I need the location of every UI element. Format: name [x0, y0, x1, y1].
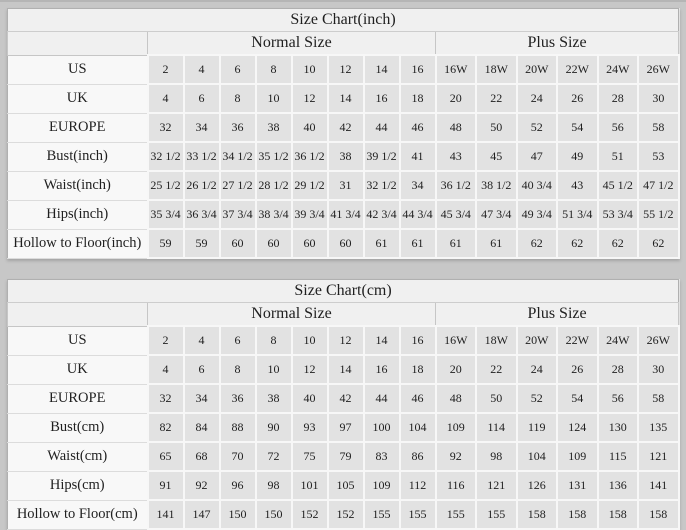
table-row-uk: [8, 355, 679, 384]
size-value-cell: 58: [638, 113, 679, 142]
size-value-cell: 60: [292, 229, 328, 258]
size-value-cell: 56: [598, 384, 639, 413]
size-value-cell: 58: [638, 384, 679, 413]
size-value-cell: 34: [184, 384, 220, 413]
normal-size-header: Normal Size: [148, 32, 436, 56]
size-value-cell: 8: [256, 326, 292, 355]
size-value-cell: 20: [436, 355, 477, 384]
size-value-cell: 62: [638, 229, 679, 258]
size-value-cell: 97: [328, 413, 364, 442]
size-value-cell: 82: [148, 413, 184, 442]
size-value-cell: 105: [328, 471, 364, 500]
size-value-cell: 84: [184, 413, 220, 442]
size-value-cell: 38: [256, 113, 292, 142]
corner-cell: [8, 32, 148, 56]
table-row-hollow-to-floor-inch: [8, 229, 679, 258]
size-value-cell: 61: [436, 229, 477, 258]
size-value-cell: 101: [292, 471, 328, 500]
size-value-cell: 40 3/4: [517, 171, 558, 200]
size-value-cell: 10: [256, 84, 292, 113]
plus-size-header: Plus Size: [436, 32, 679, 56]
size-value-cell: 6: [220, 326, 256, 355]
size-value-cell: 25 1/2: [148, 171, 184, 200]
size-value-cell: 152: [292, 500, 328, 529]
size-value-cell: 158: [598, 500, 639, 529]
size-value-cell: 126: [517, 471, 558, 500]
size-value-cell: 20: [436, 84, 477, 113]
size-value-cell: 150: [220, 500, 256, 529]
table-row-hips-inch: [8, 200, 679, 229]
size-value-cell: 155: [364, 500, 400, 529]
size-value-cell: 104: [400, 413, 436, 442]
size-value-cell: 22W: [557, 55, 598, 84]
size-value-cell: 115: [598, 442, 639, 471]
size-value-cell: 54: [557, 113, 598, 142]
size-value-cell: 150: [256, 500, 292, 529]
size-value-cell: 16W: [436, 55, 477, 84]
size-value-cell: 60: [328, 229, 364, 258]
size-value-cell: 33 1/2: [184, 142, 220, 171]
size-value-cell: 155: [436, 500, 477, 529]
row-label: Waist(cm): [8, 442, 148, 471]
size-value-cell: 34 1/2: [220, 142, 256, 171]
size-value-cell: 14: [364, 326, 400, 355]
size-value-cell: 10: [292, 55, 328, 84]
size-value-cell: 41: [400, 142, 436, 171]
row-label: Hips(cm): [8, 471, 148, 500]
row-label: Hollow to Floor(inch): [8, 229, 148, 258]
size-value-cell: 6: [220, 55, 256, 84]
size-value-cell: 93: [292, 413, 328, 442]
size-value-cell: 36 1/2: [436, 171, 477, 200]
size-value-cell: 4: [184, 326, 220, 355]
size-value-cell: 88: [220, 413, 256, 442]
size-value-cell: 44 3/4: [400, 200, 436, 229]
size-value-cell: 24: [517, 84, 558, 113]
size-value-cell: 20W: [517, 55, 558, 84]
size-value-cell: 22: [476, 355, 517, 384]
size-value-cell: 18: [400, 84, 436, 113]
size-value-cell: 62: [598, 229, 639, 258]
size-value-cell: 36 3/4: [184, 200, 220, 229]
table-title-row: [8, 9, 679, 32]
size-value-cell: 20W: [517, 326, 558, 355]
size-value-cell: 56: [598, 113, 639, 142]
size-value-cell: 16: [400, 55, 436, 84]
size-value-cell: 38 1/2: [476, 171, 517, 200]
size-value-cell: 131: [557, 471, 598, 500]
size-value-cell: 26: [557, 84, 598, 113]
size-value-cell: 26W: [638, 326, 679, 355]
row-label: EUROPE: [8, 384, 148, 413]
size-value-cell: 62: [517, 229, 558, 258]
size-value-cell: 114: [476, 413, 517, 442]
row-label: EUROPE: [8, 113, 148, 142]
size-value-cell: 8: [220, 355, 256, 384]
size-value-cell: 141: [638, 471, 679, 500]
size-value-cell: 24: [517, 355, 558, 384]
size-value-cell: 41 3/4: [328, 200, 364, 229]
size-value-cell: 6: [184, 355, 220, 384]
size-value-cell: 24W: [598, 55, 639, 84]
size-value-cell: 109: [436, 413, 477, 442]
size-value-cell: 98: [476, 442, 517, 471]
size-value-cell: 52: [517, 113, 558, 142]
size-value-cell: 18W: [476, 55, 517, 84]
row-label: US: [8, 55, 148, 84]
size-value-cell: 48: [436, 384, 477, 413]
table-row-hollow-to-floor-cm: [8, 500, 679, 529]
size-value-cell: 39 1/2: [364, 142, 400, 171]
size-chart-cm-table: [7, 279, 680, 530]
size-value-cell: 12: [328, 326, 364, 355]
row-label: UK: [8, 84, 148, 113]
size-value-cell: 42 3/4: [364, 200, 400, 229]
row-label: Bust(inch): [8, 142, 148, 171]
size-value-cell: 121: [638, 442, 679, 471]
size-value-cell: 50: [476, 384, 517, 413]
size-value-cell: 50: [476, 113, 517, 142]
size-value-cell: 28: [598, 84, 639, 113]
size-value-cell: 92: [436, 442, 477, 471]
size-value-cell: 62: [557, 229, 598, 258]
size-value-cell: 116: [436, 471, 477, 500]
size-value-cell: 22: [476, 84, 517, 113]
row-label: Bust(cm): [8, 413, 148, 442]
size-value-cell: 65: [148, 442, 184, 471]
size-value-cell: 53: [638, 142, 679, 171]
size-value-cell: 100: [364, 413, 400, 442]
size-value-cell: 31: [328, 171, 364, 200]
size-value-cell: 46: [400, 113, 436, 142]
size-value-cell: 54: [557, 384, 598, 413]
size-value-cell: 29 1/2: [292, 171, 328, 200]
size-value-cell: 32: [148, 113, 184, 142]
size-value-cell: 24W: [598, 326, 639, 355]
size-value-cell: 49: [557, 142, 598, 171]
table-row-us: [8, 326, 679, 355]
size-value-cell: 35 3/4: [148, 200, 184, 229]
size-value-cell: 60: [256, 229, 292, 258]
size-value-cell: 70: [220, 442, 256, 471]
size-value-cell: 27 1/2: [220, 171, 256, 200]
table-title-inch: Size Chart(inch): [8, 9, 679, 32]
table-row-us: [8, 55, 679, 84]
size-group-header-row: [8, 303, 679, 327]
size-value-cell: 86: [400, 442, 436, 471]
size-value-cell: 36: [220, 113, 256, 142]
size-value-cell: 45: [476, 142, 517, 171]
size-value-cell: 14: [328, 355, 364, 384]
size-value-cell: 16: [400, 326, 436, 355]
size-value-cell: 35 1/2: [256, 142, 292, 171]
size-value-cell: 61: [476, 229, 517, 258]
size-value-cell: 75: [292, 442, 328, 471]
size-value-cell: 4: [148, 355, 184, 384]
size-value-cell: 49 3/4: [517, 200, 558, 229]
size-value-cell: 52: [517, 384, 558, 413]
size-value-cell: 40: [292, 113, 328, 142]
size-value-cell: 12: [328, 55, 364, 84]
size-value-cell: 155: [400, 500, 436, 529]
size-chart-inch-table: [7, 8, 680, 259]
size-value-cell: 37 3/4: [220, 200, 256, 229]
size-value-cell: 155: [476, 500, 517, 529]
table-row-bust-inch: [8, 142, 679, 171]
size-chart-cm-section: [7, 279, 679, 530]
size-value-cell: 147: [184, 500, 220, 529]
table-row-waist-cm: [8, 442, 679, 471]
row-label: Hollow to Floor(cm): [8, 500, 148, 529]
table-row-waist-inch: [8, 171, 679, 200]
size-value-cell: 158: [517, 500, 558, 529]
size-value-cell: 40: [292, 384, 328, 413]
size-value-cell: 38: [328, 142, 364, 171]
size-value-cell: 16: [364, 84, 400, 113]
size-value-cell: 6: [184, 84, 220, 113]
row-label: Hips(inch): [8, 200, 148, 229]
size-value-cell: 112: [400, 471, 436, 500]
size-value-cell: 44: [364, 384, 400, 413]
size-value-cell: 28 1/2: [256, 171, 292, 200]
table-row-europe: [8, 113, 679, 142]
size-value-cell: 34: [184, 113, 220, 142]
size-value-cell: 14: [328, 84, 364, 113]
size-value-cell: 59: [148, 229, 184, 258]
table-row-bust-cm: [8, 413, 679, 442]
table-title-row: [8, 280, 679, 303]
size-value-cell: 130: [598, 413, 639, 442]
size-value-cell: 38: [256, 384, 292, 413]
size-value-cell: 12: [292, 355, 328, 384]
top-edge-divider: [0, 0, 686, 2]
size-value-cell: 121: [476, 471, 517, 500]
size-group-header-row: [8, 32, 679, 56]
size-value-cell: 26: [557, 355, 598, 384]
size-value-cell: 2: [148, 326, 184, 355]
size-value-cell: 83: [364, 442, 400, 471]
size-value-cell: 59: [184, 229, 220, 258]
size-value-cell: 43: [436, 142, 477, 171]
size-value-cell: 43: [557, 171, 598, 200]
size-value-cell: 18W: [476, 326, 517, 355]
size-value-cell: 38 3/4: [256, 200, 292, 229]
size-value-cell: 79: [328, 442, 364, 471]
size-value-cell: 135: [638, 413, 679, 442]
row-label: US: [8, 326, 148, 355]
size-value-cell: 51 3/4: [557, 200, 598, 229]
normal-size-header: Normal Size: [148, 303, 436, 327]
size-value-cell: 141: [148, 500, 184, 529]
size-value-cell: 158: [557, 500, 598, 529]
size-value-cell: 61: [364, 229, 400, 258]
size-value-cell: 10: [292, 326, 328, 355]
size-value-cell: 26W: [638, 55, 679, 84]
size-value-cell: 4: [148, 84, 184, 113]
size-chart-inch-section: [7, 8, 679, 259]
size-value-cell: 8: [256, 55, 292, 84]
size-value-cell: 90: [256, 413, 292, 442]
size-value-cell: 42: [328, 384, 364, 413]
size-value-cell: 16: [364, 355, 400, 384]
size-value-cell: 47 1/2: [638, 171, 679, 200]
size-value-cell: 26 1/2: [184, 171, 220, 200]
size-value-cell: 46: [400, 384, 436, 413]
size-value-cell: 51: [598, 142, 639, 171]
size-value-cell: 124: [557, 413, 598, 442]
table-row-europe: [8, 384, 679, 413]
size-value-cell: 30: [638, 84, 679, 113]
size-value-cell: 34: [400, 171, 436, 200]
table-row-hips-cm: [8, 471, 679, 500]
size-value-cell: 119: [517, 413, 558, 442]
size-value-cell: 45 1/2: [598, 171, 639, 200]
size-value-cell: 39 3/4: [292, 200, 328, 229]
size-value-cell: 96: [220, 471, 256, 500]
size-value-cell: 47: [517, 142, 558, 171]
size-value-cell: 28: [598, 355, 639, 384]
size-value-cell: 16W: [436, 326, 477, 355]
size-value-cell: 36 1/2: [292, 142, 328, 171]
size-value-cell: 104: [517, 442, 558, 471]
size-value-cell: 18: [400, 355, 436, 384]
size-value-cell: 152: [328, 500, 364, 529]
size-value-cell: 12: [292, 84, 328, 113]
size-value-cell: 91: [148, 471, 184, 500]
size-value-cell: 2: [148, 55, 184, 84]
size-value-cell: 48: [436, 113, 477, 142]
size-value-cell: 10: [256, 355, 292, 384]
size-value-cell: 32: [148, 384, 184, 413]
size-value-cell: 68: [184, 442, 220, 471]
size-value-cell: 92: [184, 471, 220, 500]
table-row-uk: [8, 84, 679, 113]
size-value-cell: 36: [220, 384, 256, 413]
size-value-cell: 109: [557, 442, 598, 471]
size-value-cell: 44: [364, 113, 400, 142]
row-label: UK: [8, 355, 148, 384]
size-value-cell: 47 3/4: [476, 200, 517, 229]
size-value-cell: 72: [256, 442, 292, 471]
size-value-cell: 136: [598, 471, 639, 500]
plus-size-header: Plus Size: [436, 303, 679, 327]
size-value-cell: 60: [220, 229, 256, 258]
table-title-cm: Size Chart(cm): [8, 280, 679, 303]
row-label: Waist(inch): [8, 171, 148, 200]
size-value-cell: 14: [364, 55, 400, 84]
size-value-cell: 109: [364, 471, 400, 500]
size-value-cell: 22W: [557, 326, 598, 355]
size-value-cell: 8: [220, 84, 256, 113]
size-value-cell: 32 1/2: [364, 171, 400, 200]
size-value-cell: 98: [256, 471, 292, 500]
size-value-cell: 61: [400, 229, 436, 258]
size-value-cell: 4: [184, 55, 220, 84]
size-value-cell: 32 1/2: [148, 142, 184, 171]
size-value-cell: 45 3/4: [436, 200, 477, 229]
size-value-cell: 53 3/4: [598, 200, 639, 229]
size-value-cell: 55 1/2: [638, 200, 679, 229]
corner-cell: [8, 303, 148, 327]
size-value-cell: 42: [328, 113, 364, 142]
size-value-cell: 30: [638, 355, 679, 384]
size-value-cell: 158: [638, 500, 679, 529]
